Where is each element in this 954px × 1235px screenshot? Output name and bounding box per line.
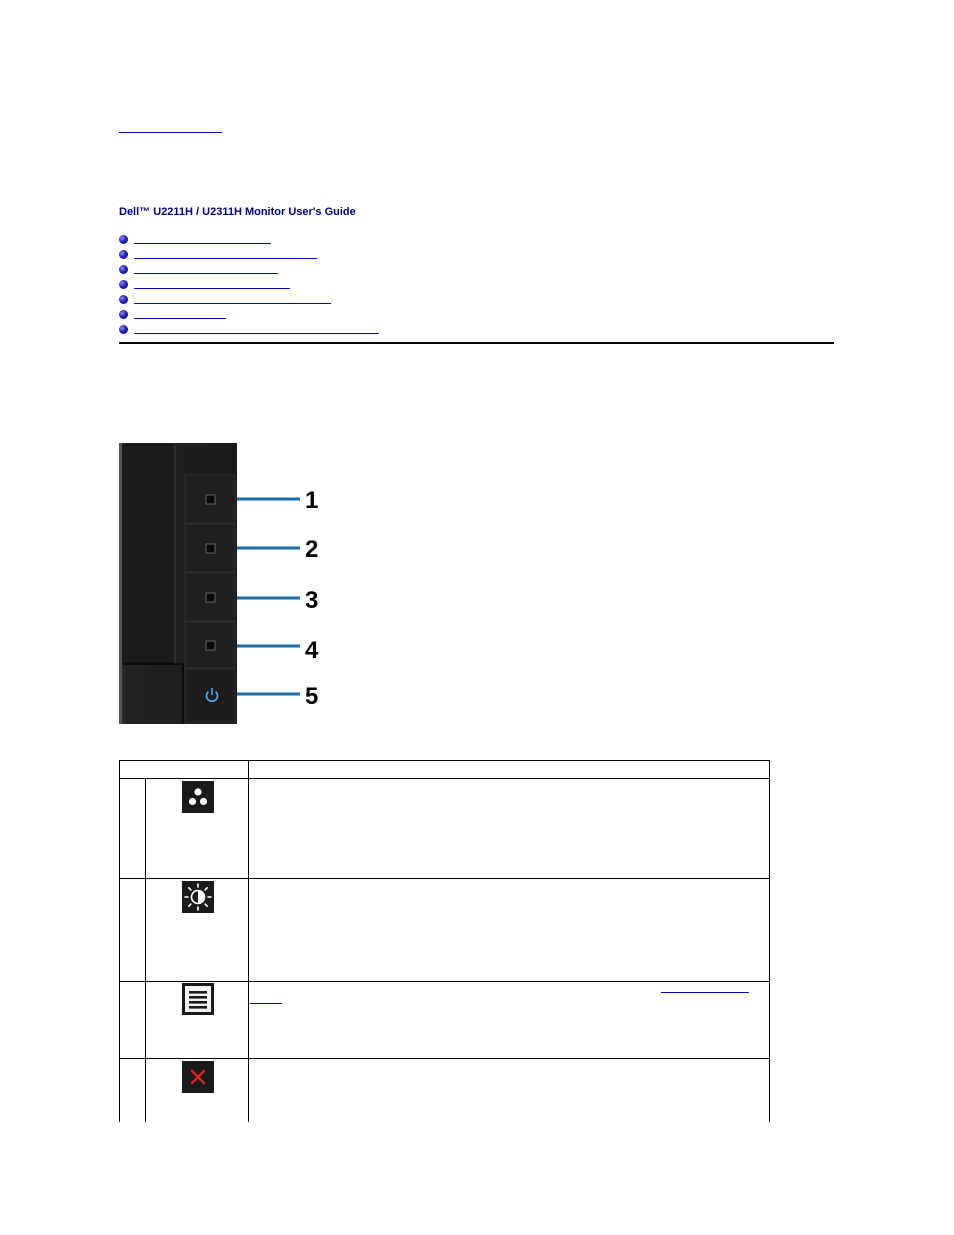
toc-link[interactable] <box>134 327 379 334</box>
table-header-divider <box>119 778 770 779</box>
bullet-icon <box>119 250 128 259</box>
table-row <box>182 781 214 813</box>
table-border-left <box>119 760 120 1122</box>
guide-title: Dell™ U2211H / U2311H Monitor User's Guide <box>119 206 356 218</box>
table-column-divider <box>248 760 249 1122</box>
callout-label-1: 1 <box>305 487 319 514</box>
table-column-divider <box>145 778 146 1122</box>
bullet-icon <box>119 295 128 304</box>
preset-modes-icon <box>182 781 214 813</box>
toc-link[interactable] <box>134 267 278 274</box>
callout-label-3: 3 <box>305 587 319 614</box>
bullet-icon <box>119 310 128 319</box>
table-border-top <box>119 760 770 761</box>
horizontal-rule <box>119 342 834 344</box>
exit-icon <box>182 1061 214 1093</box>
front-button-5 <box>185 669 235 723</box>
callout-label-5: 5 <box>305 683 319 710</box>
table-row <box>182 881 214 913</box>
table-border-right <box>769 760 770 1122</box>
front-panel-figure <box>119 443 324 726</box>
menu-description-link[interactable] <box>250 997 282 1004</box>
toc-link[interactable] <box>134 312 226 319</box>
table-row <box>182 983 214 1015</box>
bullet-icon <box>119 265 128 274</box>
table-row <box>182 1061 214 1093</box>
callout-label-4: 4 <box>305 637 319 664</box>
toc-link[interactable] <box>134 282 290 289</box>
callout-label-2: 2 <box>305 536 319 563</box>
menu-description-link[interactable] <box>661 986 749 993</box>
menu-icon <box>182 983 214 1015</box>
table-row-divider <box>119 981 770 982</box>
table-row-divider <box>119 1058 770 1059</box>
toc-link[interactable] <box>134 297 331 304</box>
front-panel-buttons-table <box>119 760 770 1122</box>
table-row-divider <box>119 878 770 879</box>
monitor-screen-edge <box>123 445 175 663</box>
brightness-contrast-icon <box>182 881 214 913</box>
bullet-icon <box>119 235 128 244</box>
toc-link[interactable] <box>134 237 271 244</box>
bullet-icon <box>119 280 128 289</box>
bullet-icon <box>119 325 128 334</box>
toc-link[interactable] <box>134 252 317 259</box>
back-to-contents-link[interactable] <box>119 123 222 133</box>
